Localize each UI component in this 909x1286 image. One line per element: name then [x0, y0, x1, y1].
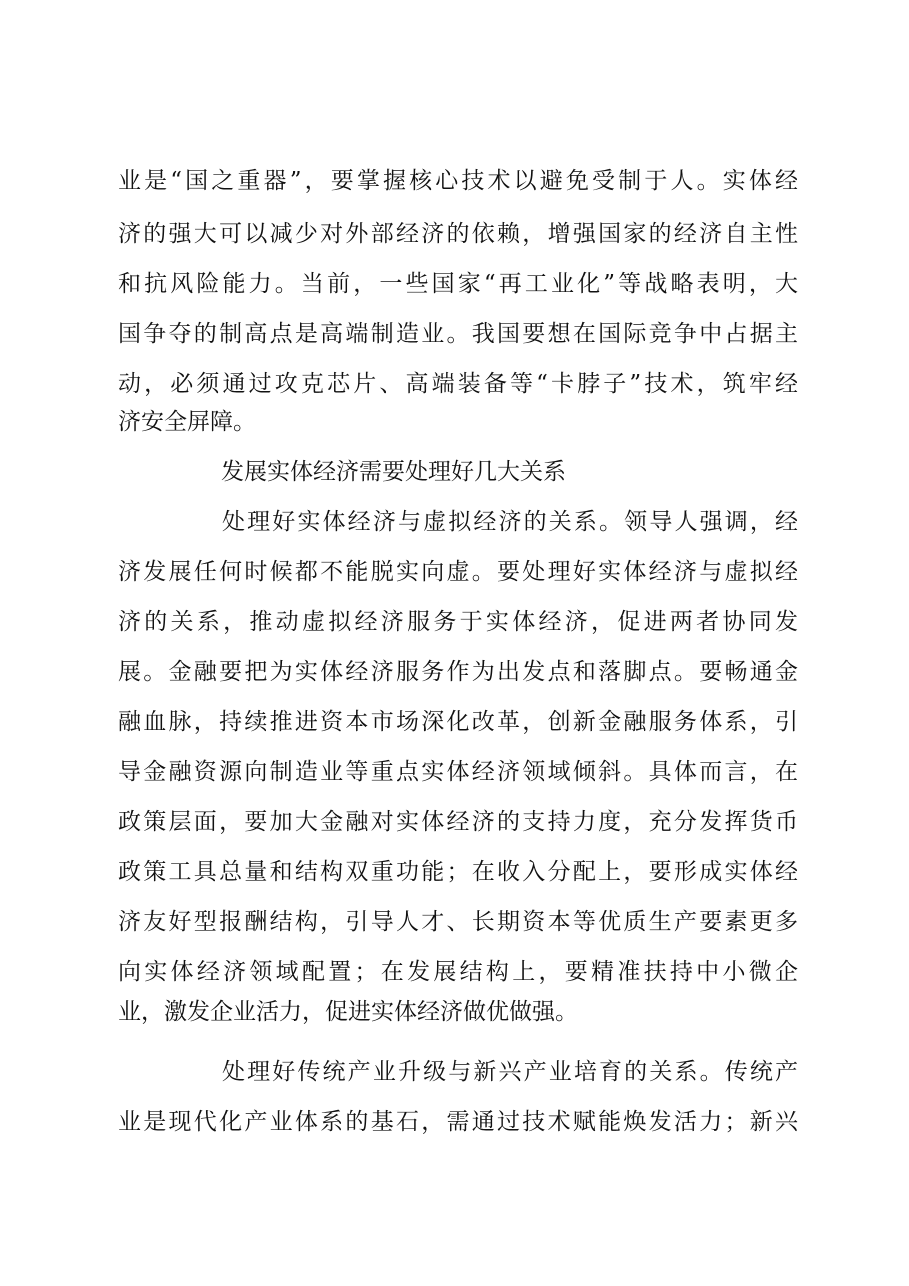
- text-line-8: 处理好实体经济与虚拟经济的关系。领导人强调，经: [222, 509, 798, 535]
- text-line-5: 动，必须通过攻克芯片、高端装备等“卡脖子”技术，筑牢经: [118, 371, 798, 397]
- text-line-15: 政策工具总量和结构双重功能；在收入分配上，要形成实体经: [118, 859, 798, 885]
- text-line-4: 国争夺的制高点是高端制造业。我国要想在国际竞争中占据主: [118, 321, 798, 347]
- text-line-3: 和抗风险能力。当前，一些国家“再工业化”等战略表明，大: [118, 271, 798, 297]
- text-line-18: 业，激发企业活力，促进实体经济做优做强。: [118, 999, 578, 1025]
- text-line-17: 向实体经济领域配置；在发展结构上，要精准扶持中小微企: [118, 959, 798, 985]
- text-line-9: 济发展任何时候都不能脱实向虚。要处理好实体经济与虚拟经: [118, 559, 798, 585]
- text-line-14: 政策层面，要加大金融对实体经济的支持力度，充分发挥货币: [118, 809, 798, 835]
- text-line-12: 融血脉，持续推进资本市场深化改革，创新金融服务体系，引: [118, 709, 798, 735]
- text-line-16: 济友好型报酬结构，引导人才、长期资本等优质生产要素更多: [118, 909, 798, 935]
- text-line-10: 济的关系，推动虚拟经济服务于实体经济，促进两者协同发: [118, 609, 798, 635]
- text-line-13: 导金融资源向制造业等重点实体经济领域倾斜。具体而言，在: [118, 759, 798, 785]
- text-line-20: 业是现代化产业体系的基石，需通过技术赋能焕发活力；新兴: [118, 1109, 798, 1135]
- text-line-2: 济的强大可以减少对外部经济的依赖，增强国家的经济自主性: [118, 221, 798, 247]
- section-heading: 发展实体经济需要处理好几大关系: [221, 459, 566, 485]
- text-line-11: 展。金融要把为实体经济服务作为出发点和落脚点。要畅通金: [118, 659, 798, 685]
- text-line-1: 业是“国之重器”，要掌握核心技术以避免受制于人。实体经: [118, 168, 798, 194]
- text-line-19: 处理好传统产业升级与新兴产业培育的关系。传统产: [222, 1059, 798, 1085]
- text-line-6: 济安全屏障。: [118, 409, 256, 435]
